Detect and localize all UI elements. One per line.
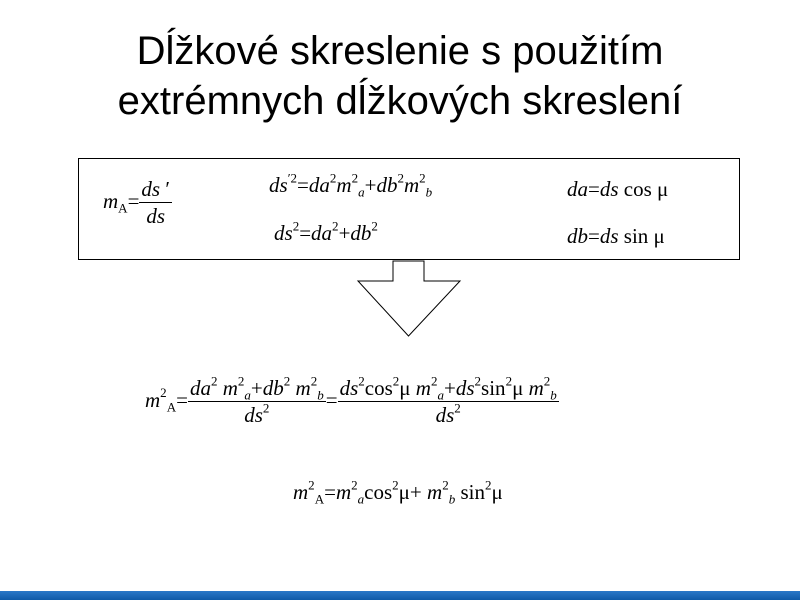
formula-ma-squared-derivation: $m^2_A=$ $\frac{da^2 m^2_a+db^2 m^2_b}{ds^2}$ = $\frac{ds^2\cos^2\mu m^2_a+ds^2\sin^2\mu m^2_b}{ds^2}$ xyxy=(145,373,557,427)
footer-bar xyxy=(0,591,800,600)
formula-ma-definition: $m_A=$ $\frac{ds '}{ds}$ xyxy=(103,177,170,228)
title-line-2: extrémnych dĺžkových skreslení xyxy=(117,79,683,123)
title-line-1: Dĺžkové skreslenie s použitím xyxy=(136,29,664,73)
formula-ds-squared: $ds^2=da^2+db^2$ xyxy=(274,218,378,245)
formula-box xyxy=(78,158,740,260)
slide-title xyxy=(0,26,800,126)
formula-da: da=ds cos μ xyxy=(567,177,669,201)
formula-db: db=ds sin μ xyxy=(567,224,665,248)
formula-ds-prime-squared: $ds^{'2}=da^2m^2_a+db^2m^2_b$ xyxy=(269,170,433,200)
down-arrow-outline-icon xyxy=(356,260,462,338)
formula-ma-squared-result: $m^2_A=m^2_a\cos^2\mu+ m^2_b$ $\sin^2\mu$ xyxy=(293,477,503,507)
